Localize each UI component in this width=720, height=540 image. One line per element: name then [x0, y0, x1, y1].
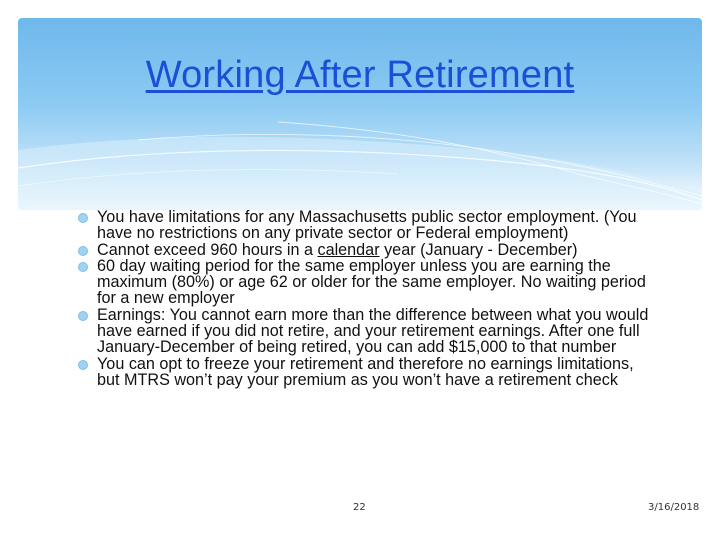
bullet-text-after: year (January - December) — [379, 240, 578, 259]
bullet-dot-icon — [78, 311, 88, 321]
bullet-text: You can opt to freeze your retirement and therefore no earnings limitations, but MTRS won’t pay your premium as you won’t have a retirement check — [97, 354, 634, 389]
bullet-item — [78, 209, 658, 242]
bullet-item — [78, 307, 658, 356]
slide-title: Working After Retirement — [145, 54, 575, 96]
bullet-text: Earnings: You cannot earn more than the difference between what you would have earned if you did not retire, and your retirement earnings. After one full January-December of being retired, you can add $15,000 to that number — [97, 305, 649, 357]
header-wave-decoration — [18, 18, 702, 210]
slide-date: 3/16/2018 — [648, 502, 700, 513]
bullet-text-before: Cannot exceed 960 hours in a — [97, 240, 318, 259]
bullet-text: 60 day waiting period for the same employer unless you are earning the maximum (80%) or age 62 or older for the same employer. No waiting period for a new employer — [97, 256, 646, 308]
page-number: 22 — [353, 502, 366, 513]
header-band — [18, 18, 702, 210]
bullet-text: You have limitations for any Massachusetts public sector employment. (You have no restrictions on any private sector or Federal employment) — [97, 208, 637, 243]
bullet-item — [78, 356, 658, 389]
bullet-item — [78, 258, 658, 307]
bullet-list — [78, 209, 658, 388]
bullet-dot-icon — [78, 213, 88, 223]
bullet-dot-icon — [78, 360, 88, 370]
calendar-underlined-text: calendar — [317, 240, 380, 259]
bullet-dot-icon — [78, 246, 88, 256]
bullet-item — [78, 242, 658, 258]
bullet-dot-icon — [78, 262, 88, 272]
